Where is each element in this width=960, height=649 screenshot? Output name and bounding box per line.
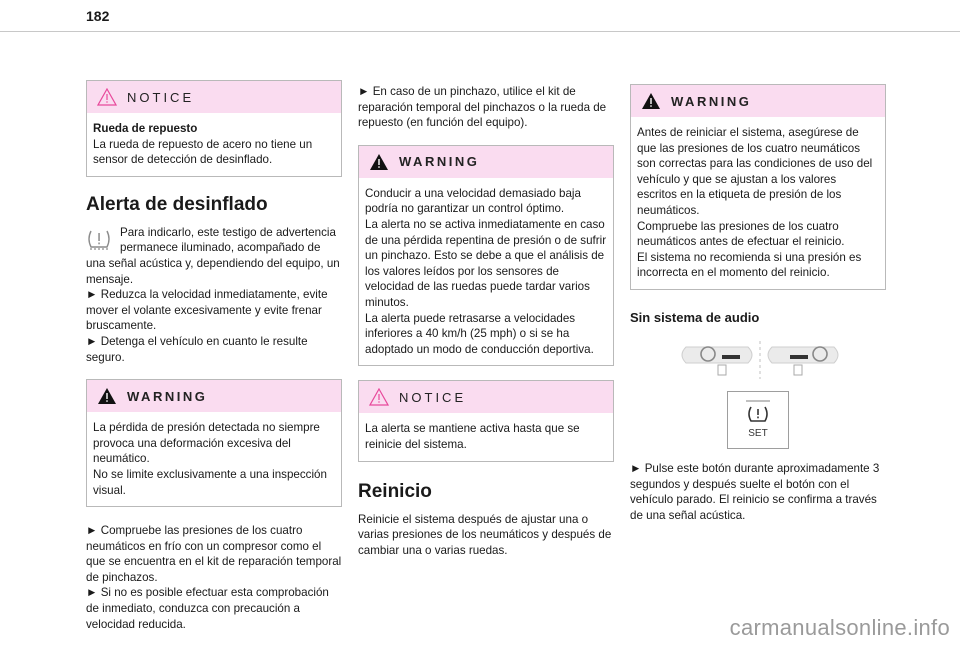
section-title-alerta: Alerta de desinflado (86, 193, 268, 215)
watermark: carmanualsonline.info (729, 615, 950, 640)
audio-subheading: Sin sistema de audio (630, 309, 760, 325)
alert-intro-rest: una señal acústica y, dependiendo del equipo, un mensaje. ► Reduzca la velocidad inmediatamente, evite mover el volante excesivamente y evite frenar bruscamente. ► Detenga el vehículo en cuanto le resulte seguro. (86, 256, 340, 364)
warning-box-1 (86, 379, 342, 507)
tire-pressure-icon (743, 400, 773, 426)
warning-title-2: WARNING (399, 154, 480, 170)
notice-header (87, 81, 341, 113)
notice-title-2: NOTICE (399, 389, 467, 405)
warning-box-2 (358, 145, 614, 367)
warning-triangle-icon (369, 153, 389, 171)
notice-box-2 (358, 380, 614, 461)
notice-triangle-icon (369, 388, 389, 406)
column-3 (630, 80, 886, 537)
alert-intro-first: Para indicarlo, este testigo de advertencia permanece iluminado, acompañado de (120, 225, 336, 255)
warning-box-3 (630, 84, 886, 290)
column-2 (358, 80, 614, 572)
warning-header-1 (87, 380, 341, 412)
warning-text-2: Conducir a una velocidad demasiado baja podría no garantizar un control óptimo. La alerta no se activa inmediatamente en caso de una pérdida repentina de presión o de sufrir un pinchazo. Esto se debe a que el análisis de los valores leídos por los sensores de velocidad de las ruedas puede tardar varios minutos. La alerta puede retrasarse a velocidades inferiores a 40 km/h (25 mph) o si se ha adoptado un modo de conducción deportiva. (365, 186, 607, 356)
warning-triangle-icon (641, 92, 661, 110)
tire-pressure-warning-icon (86, 227, 112, 251)
notice-box (86, 80, 342, 177)
notice-header-2 (359, 381, 613, 413)
warning-text-3: Antes de reiniciar el sistema, asegúrese de que las presiones de los cuatro neumáticos son correctas para las condiciones de uso del vehículo y que se ajustan a los valores escritos en la etiqueta de presión de los neumáticos. Compruebe las presiones de los cuatro neumáticos antes de efectuar el reinicio. El sistema no recomienda si una presión es incorrecta en el momento del reinicio. (637, 126, 873, 280)
alert-intro (86, 225, 342, 365)
notice-text: La rueda de repuesto de acero no tiene un sensor de detección de desinflado. (93, 137, 313, 167)
warning-title-3: WARNING (671, 93, 752, 109)
top-divider (0, 31, 960, 32)
column-1 (86, 80, 342, 646)
steps-text: ► Compruebe las presiones de los cuatro neumáticos en frío con un compresor como el que se encuentra en el kit de reparación temporal de pinchazos. ► Si no es posible efectuar esta comprobación de inmediato, conduzca con precaución a velocidad reducida. (86, 524, 342, 631)
notice-title: NOTICE (127, 89, 195, 105)
warning-header-3 (631, 85, 885, 117)
warning-text-1: La pérdida de presión detectada no siempre provoca una deformación excesiva del neumático. No se limite exclusivamente a una inspección visual. (93, 421, 327, 497)
warning-header-2 (359, 146, 613, 178)
notice-triangle-icon (97, 88, 117, 106)
notice-body (87, 113, 341, 176)
set-reset-button[interactable] (727, 391, 789, 449)
reset-instructions: ► Pulse este botón durante aproximadamente 3 segundos y después suelte el botón con el vehículo parado. El reinicio se confirma a través de una señal acústica. (630, 461, 880, 522)
notice-heading: Rueda de repuesto (93, 122, 198, 135)
warning-title-1: WARNING (127, 388, 208, 404)
dashboard-illustration (630, 335, 886, 385)
dashboard-diagram-icon (630, 335, 886, 385)
warning-triangle-icon (97, 387, 117, 405)
section-title-reinicio: Reinicio (358, 480, 432, 502)
puncture-text: ► En caso de un pinchazo, utilice el kit de reparación temporal del pinchazos o la rueda de repuesto (en función del equipo). (358, 85, 607, 130)
set-button-label: SET (748, 428, 768, 440)
reinicio-text: Reinicie el sistema después de ajustar una o varias presiones de los neumáticos y después de cambiar una o varias ruedas. (358, 512, 612, 557)
page-number: 182 (86, 8, 110, 24)
notice-text-2: La alerta se mantiene activa hasta que se reinicie del sistema. (365, 422, 580, 451)
